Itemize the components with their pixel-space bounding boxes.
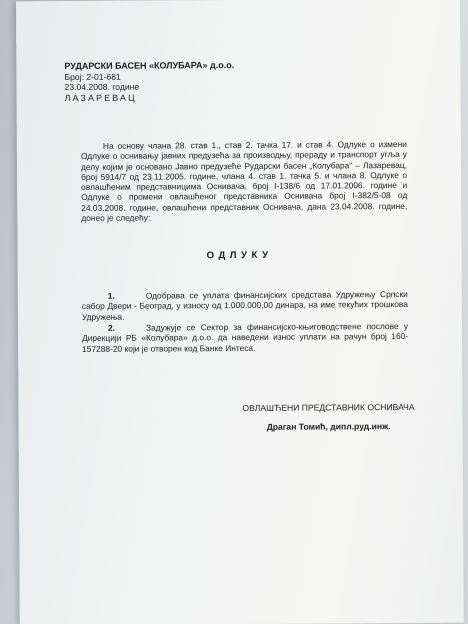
company-name: РУДАРСКИ БАСЕН «КОЛУБАРА» д.о.о.	[64, 60, 235, 72]
item-text: Задужује се Сектор за финансијско-књиговодствене послове у Дирекцији РБ «Колубара» д.о.о. да наведени износ уплати на рачун број 160-157288-20 који је отворен код Банке Интеса.	[82, 320, 409, 354]
document-date: 23.04.2008. године	[64, 81, 140, 93]
decision-item-1	[82, 289, 408, 322]
decision-item-2	[82, 321, 408, 354]
document-number: Број: 2-01-681	[64, 71, 121, 82]
signatory-name: Драган Томић, дипл.руд.инж.	[266, 421, 391, 432]
intro-paragraph: На основу члана 28. став 1., став 2. тачка 17. и став 4. Одлуке о измени Одлуке о оснивању јавних предузећа за производњу, прераду и транспорт угља у делу којим је основано Јавно предузеће Рударски басен „Колубара" – Лазаревац, број 5914/7 од 23.11.2005. године, члана 4. став 1. тачка 5. и члана 8. Одлуке о овлашћеним представницима Оснивача, број I-138/6 од 17.01.2006. године и Одлуке о промени овлашћеног представника Оснивача број I-382/5-08 од 24.03.2008. године, овлашћени представник Оснивача, дана 23.04.2008. године, донео је следећу:	[80, 138, 408, 224]
item-number: 1.	[107, 290, 115, 301]
document-city: ЛАЗАРЕВАЦ	[64, 92, 137, 103]
item-number: 2.	[107, 322, 116, 333]
document-header	[64, 60, 234, 103]
signatory-role: ОВЛАШЋЕНИ ПРЕДСТАВНИК ОСНИВАЧА	[242, 401, 415, 413]
signature-block	[228, 401, 428, 433]
document-title: ОДЛУКУ	[206, 249, 273, 262]
document-page	[16, 0, 464, 624]
item-text: Одобрава се уплата финансијских средстава Удружењу Српски сабор Двери - Београд, у износу од 1.000.000,00 динара, на име текућих трошкова Удружења.	[81, 288, 408, 322]
